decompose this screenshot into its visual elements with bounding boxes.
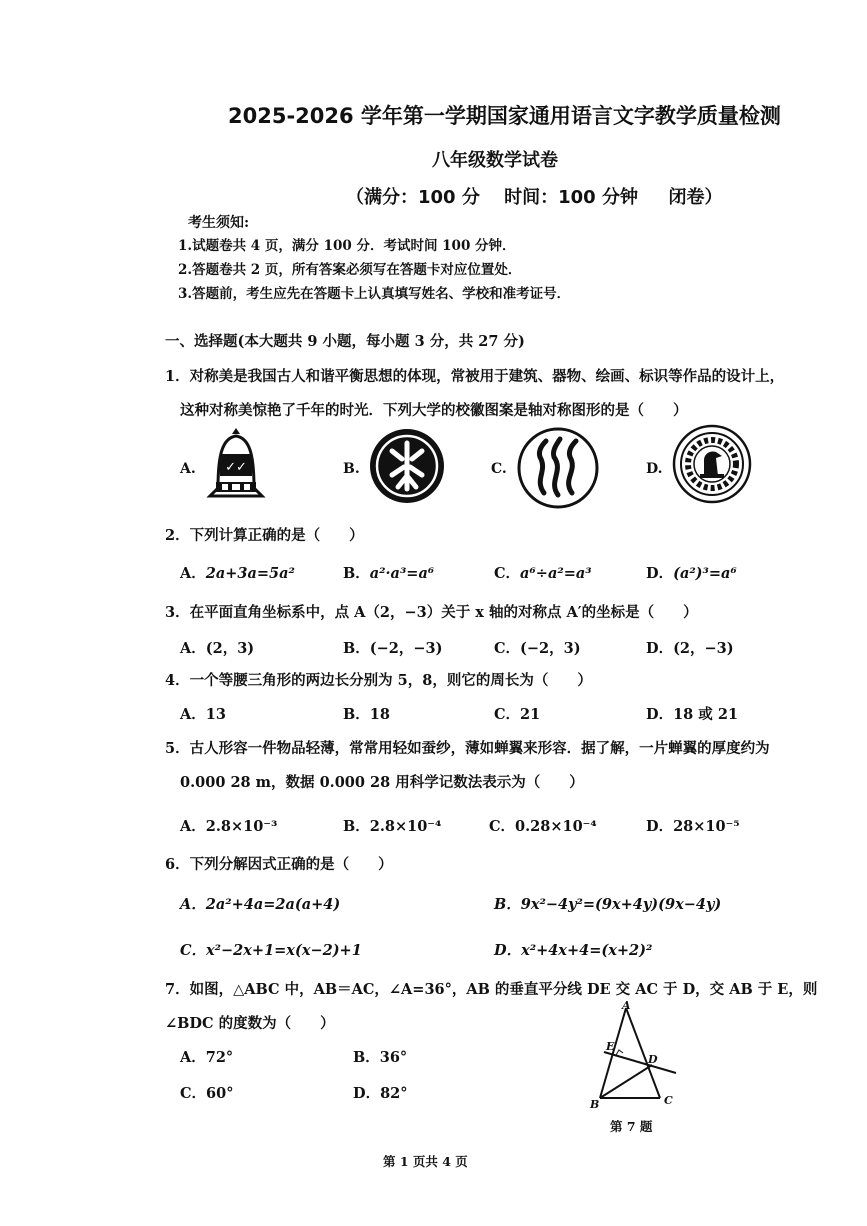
q2-option-c-expr: a⁶÷a²=a³ xyxy=(520,565,592,582)
notice-item-1: 1.试题卷共 4 页，满分 100 分．考试时间 100 分钟． xyxy=(178,238,516,254)
exam-title: 2025-2026 学年第一学期国家通用语言文字教学质量检测 xyxy=(228,104,781,128)
q6-option-b: B．9x²−4y²=(9x+4y)(9x−4y) xyxy=(494,896,722,913)
q1-line1: 1．对称美是我国古人和谐平衡思想的体现，常被用于建筑、器物、绘画、标识等作品的设计上， xyxy=(165,368,785,385)
q2-option-a xyxy=(180,562,295,583)
q2-option-c xyxy=(494,562,592,583)
q2-option-b xyxy=(343,562,434,583)
exam-meta: （满分：100 分 时间：100 分钟 闭卷） xyxy=(346,187,723,208)
q2-option-d xyxy=(646,562,737,583)
q1-option-c: C. xyxy=(491,461,507,477)
q2-stem: 2．下列计算正确的是（ ） xyxy=(165,527,364,544)
q5-line2: 0.000 28 m，数据 0.000 28 用科学记数法表示为（ ） xyxy=(180,774,584,791)
q1-line2: 这种对称美惊艳了千年的时光．下列大学的校徽图案是轴对称图形的是（ ） xyxy=(180,402,688,419)
q5-option-c: C．0.28×10⁻⁴ xyxy=(489,818,597,835)
q7-option-b: B．36° xyxy=(353,1049,408,1066)
point-a-label: A xyxy=(622,1000,631,1012)
q2-option-c-label: C． xyxy=(494,565,521,582)
q1-option-d: D. xyxy=(646,461,663,477)
q5-line1: 5．古人形容一件物品轻薄，常常用轻如蚕纱，薄如蝉翼来形容．据了解，一片蝉翼的厚度约为 xyxy=(165,740,770,757)
q1-option-a: A. xyxy=(180,461,196,477)
q3-option-c: C．(−2，3) xyxy=(494,640,581,657)
q3-option-a: A．(2，3) xyxy=(180,640,255,657)
q4-option-c: C．21 xyxy=(494,706,541,723)
bell-emblem-icon xyxy=(204,426,268,502)
notice-heading: 考生须知: xyxy=(188,215,250,231)
q7-option-d: D．82° xyxy=(353,1085,408,1102)
point-b-label: B xyxy=(590,1098,600,1111)
q6-option-d: D．x²+4x+4=(x+2)² xyxy=(494,942,653,959)
q5-option-a: A．2.8×10⁻³ xyxy=(180,818,278,835)
notice-item-3: 3.答题前，考生应先在答题卡上认真填写姓名、学校和准考证号． xyxy=(178,286,571,302)
q6-option-c: C．x²−2x+1=x(x−2)+1 xyxy=(180,942,362,959)
q5-option-d: D．28×10⁻⁵ xyxy=(646,818,740,835)
point-e-label: E xyxy=(606,1040,615,1053)
section-heading: 一、选择题(本大题共 9 小题，每小题 3 分，共 27 分) xyxy=(165,333,525,350)
q2-option-d-expr: (a²)³=a⁶ xyxy=(673,565,737,582)
q6-option-a: A．2a²+4a=2a(a+4) xyxy=(180,896,341,913)
q7-option-a: A．72° xyxy=(180,1049,234,1066)
q2-option-a-expr: 2a+3a=5a² xyxy=(205,565,295,582)
q2-option-d-label: D． xyxy=(646,565,674,582)
q7-option-c: C．60° xyxy=(180,1085,234,1102)
svg-text:✓✓: ✓✓ xyxy=(225,460,247,475)
q3-option-d: D．(2，−3) xyxy=(646,640,734,657)
q6-stem: 6．下列分解因式正确的是（ ） xyxy=(165,856,393,873)
q3-stem: 3．在平面直角坐标系中，点 A（2，−3）关于 x 轴的对称点 A′的坐标是（ ） xyxy=(165,604,698,621)
q4-option-a: A．13 xyxy=(180,706,226,723)
q5-option-b: B．2.8×10⁻⁴ xyxy=(343,818,442,835)
q4-option-b: B．18 xyxy=(343,706,390,723)
q2-option-a-label: A． xyxy=(180,565,206,582)
point-d-label: D xyxy=(648,1053,658,1066)
exam-subtitle: 八年级数学试卷 xyxy=(432,150,558,171)
q2-option-b-label: B． xyxy=(343,565,370,582)
q4-stem: 4．一个等腰三角形的两边长分别为 5，8，则它的周长为（ ） xyxy=(165,672,592,689)
page-footer: 第 1 页共 4 页 xyxy=(383,1154,468,1169)
gear-emblem-icon xyxy=(672,424,752,504)
q7-line2: ∠BDC 的度数为（ ） xyxy=(165,1015,335,1032)
q7-line1: 7．如图，△ABC 中，AB＝AC，∠A=36°，AB 的垂直平分线 DE 交 AC 于 D，交 AB 于 E，则 xyxy=(165,981,818,998)
figure-caption: 第 7 题 xyxy=(610,1119,653,1134)
q2-option-b-expr: a²·a³=a⁶ xyxy=(369,565,435,582)
q4-option-d: D．18 或 21 xyxy=(646,706,739,723)
triangle-figure xyxy=(584,1000,688,1112)
flame-emblem-icon xyxy=(516,427,600,509)
q1-option-b: B. xyxy=(343,461,360,477)
peking-emblem-icon xyxy=(368,427,446,505)
point-c-label: C xyxy=(664,1094,673,1107)
notice-item-2: 2.答题卷共 2 页，所有答案必须写在答题卡对应位置处． xyxy=(178,262,522,278)
q3-option-b: B．(−2，−3) xyxy=(343,640,443,657)
